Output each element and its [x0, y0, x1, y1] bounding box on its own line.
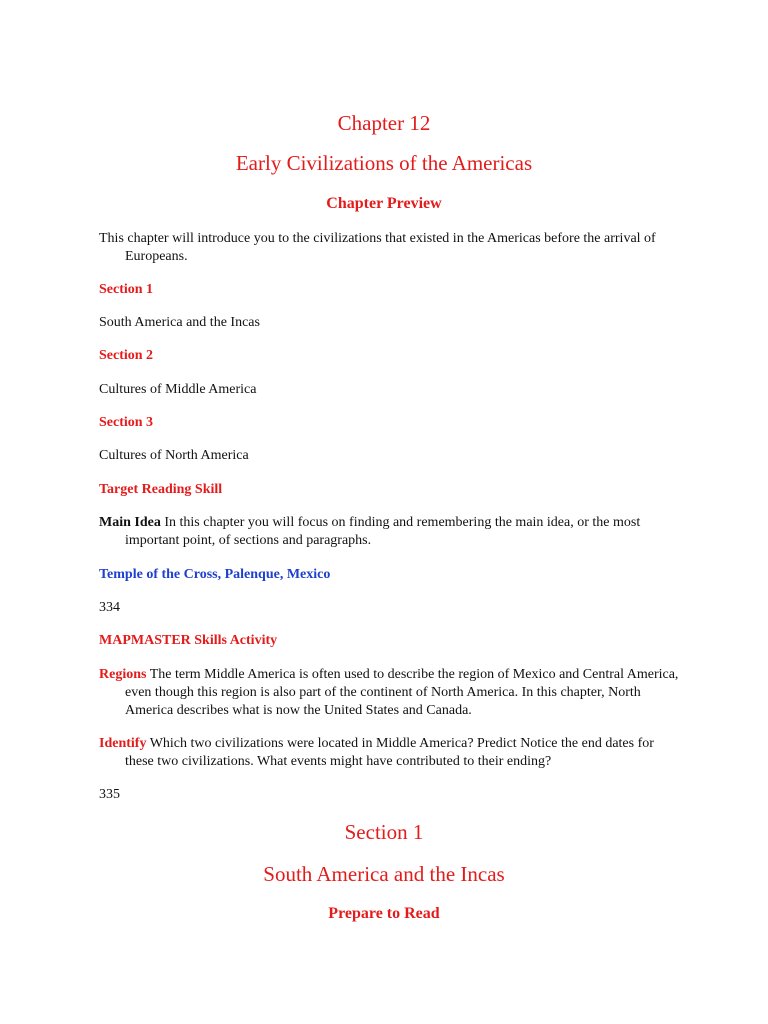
section-1-title: South America and the Incas: [99, 315, 260, 330]
regions-text: The term Middle America is often used to describe the region of Mexico and Central America, even though this region is also part of the continent of North America. In this chapter, North America describes what is now the United States and Canada.: [125, 667, 679, 718]
identify-text: Which two civilizations were located in Middle America? Predict Notice the end dates for these two civilizations. What events might have contributed to their ending?: [125, 736, 654, 769]
main-idea-label: Main Idea: [99, 515, 161, 530]
section-3-label: Section 3: [99, 415, 154, 430]
chapter-subtitle: Early Civilizations of the Americas: [235, 151, 533, 175]
section-2-title: Cultures of Middle America: [99, 382, 257, 397]
mapmaster-heading: MAPMASTER Skills Activity: [99, 633, 278, 648]
chapter-title: Chapter 12: [337, 111, 431, 135]
regions-paragraph: [99, 666, 685, 720]
main-idea-text: In this chapter you will focus on finding and remembering the main idea, or the most important point, of sections and paragraphs.: [125, 515, 641, 548]
page-number-335: 335: [99, 787, 120, 802]
main-idea-paragraph: [99, 514, 685, 550]
identify-label: Identify: [99, 736, 147, 751]
page-number-334: 334: [99, 600, 120, 615]
regions-label: Regions: [99, 667, 147, 682]
section-2-label: Section 2: [99, 348, 154, 363]
chapter-preview-heading: Chapter Preview: [326, 195, 442, 212]
section-1-label: Section 1: [99, 282, 154, 297]
photo-caption: Temple of the Cross, Palenque, Mexico: [99, 567, 331, 582]
prepare-to-read-heading: Prepare to Read: [328, 905, 440, 922]
section-1-heading: Section 1: [344, 820, 424, 844]
section-3-title: Cultures of North America: [99, 448, 249, 463]
identify-paragraph: [99, 735, 685, 771]
target-reading-heading: Target Reading Skill: [99, 482, 223, 497]
section-1-title-heading: South America and the Incas: [263, 862, 505, 886]
chapter-intro-paragraph: This chapter will introduce you to the civilizations that existed in the Americas before the arrival of Europeans.: [99, 231, 656, 264]
